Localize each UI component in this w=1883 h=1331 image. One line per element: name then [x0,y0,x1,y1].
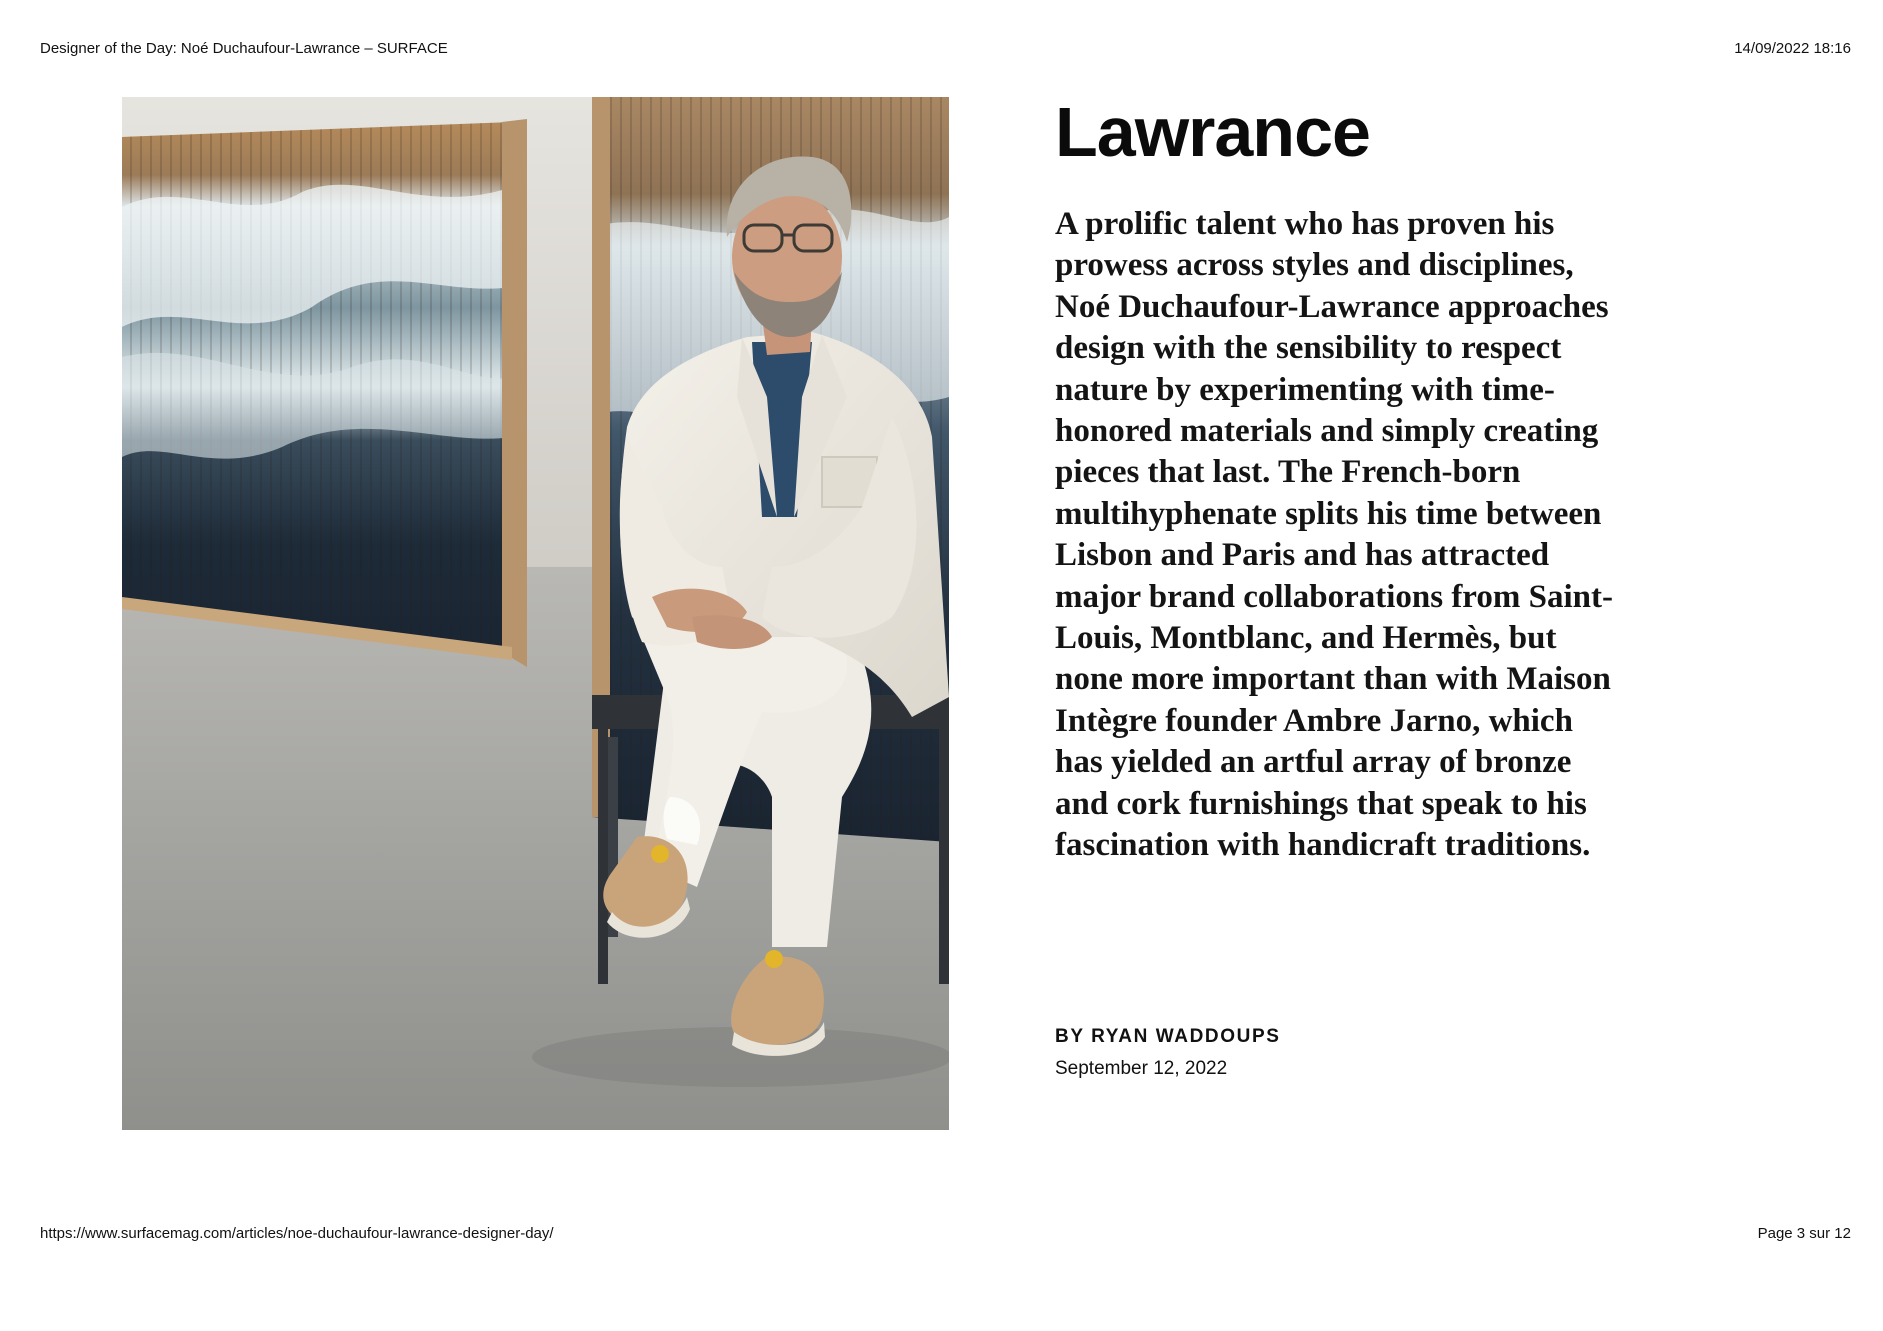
print-header-title: Designer of the Day: Noé Duchaufour-Lawrance – SURFACE [40,40,448,57]
print-footer-url[interactable]: https://www.surfacemag.com/articles/noe-duchaufour-lawrance-designer-day/ [40,1225,554,1242]
print-header-datetime: 14/09/2022 18:16 [1734,40,1851,57]
article-date: September 12, 2022 [1055,1058,1228,1079]
article-byline[interactable]: BY RYAN WADDOUPS [1055,1026,1281,1047]
article-heading: Lawrance [1055,93,1370,171]
article-photo [122,97,949,1130]
article-lead-paragraph: A prolific talent who has proven his prowess across styles and disciplines, Noé Duchaufour-Lawrance approaches design with the sensibility to respect nature by experimenting with time-honored materials and simply creating pieces that last. The French-born multihyphenate splits his time between Lisbon and Paris and has attracted major brand collaborations from Saint-Louis, Montblanc, and Hermès, but none more important than with Maison Intègre founder Ambre Jarno, which has yielded an artful array of bronze and cork furnishings that speak to his fascination with handicraft traditions. [1055,206,1613,864]
print-footer-page-number: Page 3 sur 12 [1757,1225,1851,1242]
